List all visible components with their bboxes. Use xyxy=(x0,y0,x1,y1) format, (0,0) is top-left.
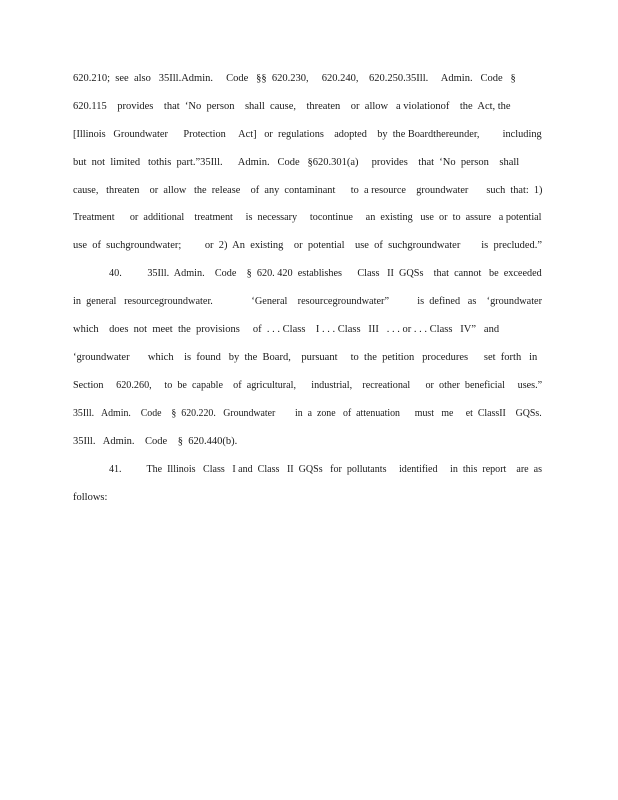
text-line: 620.115 provides that ‘No person shall cause, threaten or allow a violationof the Act, the xyxy=(73,101,511,112)
text-line: 35Ill. Admin. Code § 620.220. Groundwater in a zone of attenuation must me et ClassII GQSs. xyxy=(73,408,542,419)
text-line: in general resourcegroundwater. ‘General resourcegroundwater” is defined as ‘groundwater xyxy=(73,296,543,307)
text-line: 40. 35Ill. Admin. Code § 620. 420 establishes Class II GQSs that cannot be exceeded xyxy=(109,268,542,279)
text-line: use of suchgroundwater; or 2) An existing or potential use of suchgroundwater is precluded.” xyxy=(73,240,543,251)
text-line: but not limited tothis part.”35Ill. Admin. Code §620.301(a) provides that ‘No person shall xyxy=(73,157,520,168)
text-line: [Illinois Groundwater Protection Act] or regulations adopted by the Boardthereunder, including xyxy=(73,129,542,140)
text-line: 41. The Illinois Class I and Class II GQSs for pollutants identified in this report are as xyxy=(109,464,543,475)
text-line: Treatment or additional treatment is necessary tocontinue an existing use or to assure a potential xyxy=(73,212,542,223)
text-line: 35Ill. Admin. Code § 620.440(b). xyxy=(73,436,238,447)
text-line: which does not meet the provisions of . . . Class I . . . Class III . . . or . . . Class IV” and xyxy=(73,324,500,335)
text-line: cause, threaten or allow the release of any contaminant to a resource groundwater such that: 1) xyxy=(73,185,543,196)
text-line: 620.210; see also 35Ill.Admin. Code §§ 620.230, 620.240, 620.250.35Ill. Admin. Code § xyxy=(73,73,516,84)
text-line: follows: xyxy=(73,492,108,503)
text-line: ‘groundwater which is found by the Board, pursuant to the petition procedures set forth in xyxy=(73,352,538,363)
text-line: Section 620.260, to be capable of agricultural, industrial, recreational or other beneficial uses.” xyxy=(73,380,543,391)
